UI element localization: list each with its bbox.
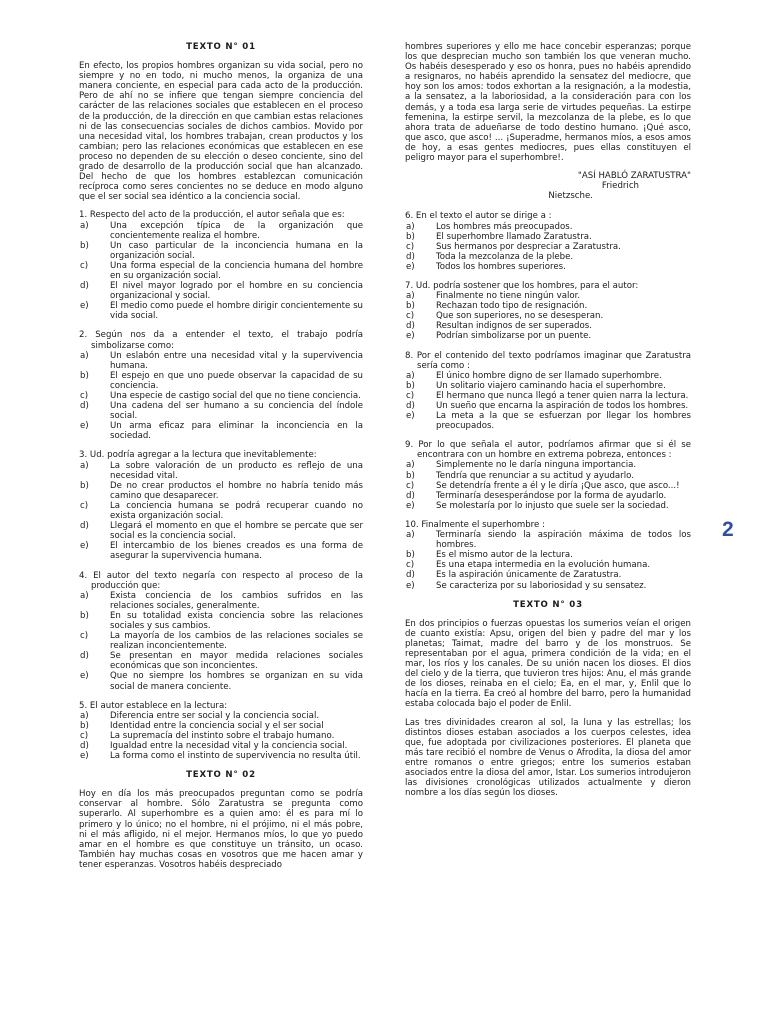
answer-option xyxy=(79,351,363,371)
option-text: Es el mismo autor de la lectura. xyxy=(436,550,573,561)
answer-option xyxy=(405,491,691,501)
answer-option xyxy=(79,371,363,391)
option-letter: e) xyxy=(406,261,415,272)
question-stem: 6. En el texto el autor se dirige a : xyxy=(405,211,552,222)
answer-option xyxy=(79,671,363,691)
right-column xyxy=(405,42,691,806)
option-letter: e) xyxy=(406,580,415,591)
left-column xyxy=(79,42,363,878)
answer-option xyxy=(79,481,363,501)
option-letter: b) xyxy=(406,301,415,312)
option-text: Rechazan todo tipo de resignación. xyxy=(436,301,588,312)
option-text: La supremacía del instinto sobre el trabajo humano. xyxy=(110,730,335,741)
option-letter: a) xyxy=(406,221,415,232)
option-text: Se detendría frente a él y le diría ¡Que asco, que asco...! xyxy=(436,480,680,491)
page-number: 2 xyxy=(722,518,734,541)
option-letter: b) xyxy=(80,610,89,621)
option-text: Podrían simbolizarse por un puente. xyxy=(436,331,592,342)
question xyxy=(79,450,363,561)
option-text: Que son superiores, no se desesperan. xyxy=(436,311,604,322)
texto-01-paragraph: En efecto, los propios hombres organizan su vida social, pero no siempre y no en todo, ni mucho menos, la organiza de una manera conciente, en especial para cada acto de la producción. Pero de ahí no se infiere que tengan siempre conciencia del carácter de las relaciones sociales que establecen en el proceso de la producción, de la dirección en que cambian estas relaciones ni de las consecuencias sociales de dichos cambios. Movido por una necesidad vital, los hombres trabajan, crean productos y los cambian; pero las relaciones económicas que establecen en ese proceso no dependen de su elección o deseo conciente, sino del grado de desarrollo de la producción social que han alcanzado. Del hecho de que los hombres establezcan comunicación recíproca como seres concientes no se deduce en modo alguno que el ser social sea idéntico a la conciencia social. xyxy=(79,61,363,203)
option-text: El espejo en que uno puede observar la capacidad de su conciencia. xyxy=(110,370,363,391)
citation-author-first: Friedrich xyxy=(601,181,639,192)
answer-option xyxy=(79,281,363,301)
option-letter: e) xyxy=(80,671,89,682)
citation-title: "ASÍ HABLÓ ZARATUSTRA" xyxy=(577,171,691,182)
option-text: Una especie de castigo social del que no tiene conciencia. xyxy=(110,391,361,401)
answer-option xyxy=(405,321,691,331)
option-text: Identidad entre la conciencia social y el ser social xyxy=(110,720,324,731)
option-letter: d) xyxy=(80,281,89,292)
option-letter: c) xyxy=(406,560,415,571)
option-letter: c) xyxy=(80,730,89,741)
option-letter: b) xyxy=(406,380,415,391)
question xyxy=(79,571,363,692)
option-text: El medio como puede el hombre dirigir concientemente su vida social. xyxy=(110,301,363,322)
option-text: La conciencia humana se podrá recuperar cuando no exista organización social. xyxy=(110,500,363,522)
answer-option xyxy=(405,391,691,401)
option-letter: b) xyxy=(406,470,415,481)
answer-option xyxy=(405,401,691,411)
texto-02-paragraph-continued: hombres superiores y ello me hace concebir esperanzas; porque los que desprecian mucho son también los que veneran mucho. Os habéis desesperado y eso os honra, pues no habéis aprendido a resignaros, no habéis aprendido la sensatez del mediocre, que hoy son los amos: todos exhortan a la resignación, a la modestia, a la sensatez, a la laboriosidad, a la consideración para con los demás, y a toda esa larga serie de virtudes pequeñas. La estirpe femenina, la estirpe servil, la mezcolanza de la plebe, es lo que ahora trata de adueñarse de todo destino humano. ¡Qué asco, que asco, que asco! ... ¡Superadme, hermanos míos, a esos amos de hoy, a esas gentes mediocres, pues ellas constituyen el peligro mayor para el superhombre!. xyxy=(405,42,691,164)
answer-option xyxy=(79,221,363,241)
option-letter: a) xyxy=(80,710,89,721)
texto-01-title: TEXTO N° 01 xyxy=(186,42,256,52)
option-text: En su totalidad exista conciencia sobre las relaciones sociales y sus cambios. xyxy=(110,610,363,631)
option-letter: e) xyxy=(80,301,89,312)
option-text: Un caso particular de la inconciencia humana en la organización social. xyxy=(110,240,363,261)
option-text: Llegará el momento en que el hombre se percate que ser social es la conciencia social. xyxy=(110,521,363,542)
option-text: Una forma especial de la conciencia humana del hombre en su organización social. xyxy=(110,260,363,281)
question-stem: 3. Ud. podría agregar a la lectura que inevitablemente: xyxy=(79,450,317,461)
question xyxy=(79,210,363,321)
answer-option xyxy=(79,301,363,321)
question xyxy=(79,330,363,441)
questions-right xyxy=(405,211,691,590)
option-text: El único hombre digno de ser llamado superhombre. xyxy=(436,370,662,381)
question-stem: 10. Finalmente el superhombre : xyxy=(405,519,545,530)
option-text: Finalmente no tiene ningún valor. xyxy=(436,291,581,302)
option-text: El superhombre llamado Zaratustra. xyxy=(436,231,592,242)
option-text: Se molestaría por lo injusto que suele ser la sociedad. xyxy=(436,500,669,511)
option-letter: e) xyxy=(80,541,89,552)
option-text: Se caracteriza por su laboriosidad y su sensatez. xyxy=(436,580,647,591)
option-letter: c) xyxy=(80,260,89,271)
answer-option xyxy=(79,751,363,761)
option-text: Un solitario viajero caminando hacia el superhombre. xyxy=(436,380,666,391)
question-stem: 1. Respecto del acto de la producción, el autor señala que es: xyxy=(79,210,345,221)
option-letter: d) xyxy=(406,401,415,411)
option-letter: b) xyxy=(80,720,89,731)
answer-option xyxy=(405,570,691,580)
answer-option xyxy=(405,331,691,341)
answer-option xyxy=(79,541,363,561)
option-text: Un eslabón entre una necesidad vital y la supervivencia humana. xyxy=(110,350,363,371)
texto-03-paragraph-1: En dos principios o fuerzas opuestas los sumerios veían el origen de cuanto existía: Apsu, origen del bien y padre del mar y los planetas; Taimat, madre del barro y de los monstruos. Se representaban por el agua, primera condición de la vida; en el mar, los ríos y los canales. De su unión nacen los dioses. El dios del cielo y de la tierra, que tuvieron tres hijos: Anu, el más grande de los dioses, reinaba en el cielo; Ea, en el mar, y, Enlil que lo hacía en la tierra. Ea creó al hombre del barro, pero la humanidad estaba colocada bajo el poder de Enlil. xyxy=(405,618,691,710)
option-letter: d) xyxy=(406,570,415,581)
question xyxy=(405,351,691,432)
option-letter: a) xyxy=(80,220,89,231)
answer-option xyxy=(79,521,363,541)
option-letter: b) xyxy=(80,480,89,491)
option-text: Exista conciencia de los cambios sufridos en las relaciones sociales, generalmente. xyxy=(110,590,363,611)
answer-option xyxy=(79,741,363,751)
option-text: Toda la mezcolanza de la plebe. xyxy=(436,251,574,262)
option-text: Tendría que renunciar a su actitud y ayudarlo. xyxy=(436,470,634,481)
option-text: Un sueño que encarna la aspiración de todos los hombres. xyxy=(436,401,689,411)
question-stem: 7. Ud. podría sostener que los hombres, para el autor: xyxy=(405,280,639,291)
question-stem: 2. Según nos da a entender el texto, el trabajo podría simbolizarse como: xyxy=(79,330,363,351)
answer-option xyxy=(79,721,363,731)
option-letter: c) xyxy=(406,311,415,322)
answer-option xyxy=(405,481,691,491)
option-text: Los hombres más preocupados. xyxy=(436,221,573,232)
answer-option xyxy=(405,460,691,470)
option-letter: a) xyxy=(406,530,415,541)
option-text: Es la aspiración únicamente de Zaratustra. xyxy=(436,570,622,581)
answer-option xyxy=(79,501,363,521)
answer-option xyxy=(405,581,691,591)
option-text: Se presentan en mayor medida relaciones sociales económicas que son inconcientes. xyxy=(110,651,363,672)
option-letter: a) xyxy=(80,460,89,471)
answer-option xyxy=(79,461,363,481)
option-letter: a) xyxy=(406,370,415,381)
answer-option xyxy=(405,371,691,381)
answer-option xyxy=(79,711,363,721)
option-text: Terminaría desesperándose por la forma de ayudarlo. xyxy=(436,490,667,501)
option-letter: b) xyxy=(80,240,89,251)
option-letter: a) xyxy=(406,291,415,302)
option-text: Diferencia entre ser social y la conciencia social. xyxy=(110,710,320,721)
option-letter: e) xyxy=(406,500,415,511)
texto-02-title: TEXTO N° 02 xyxy=(186,770,256,781)
answer-option xyxy=(405,291,691,301)
question xyxy=(405,211,691,272)
option-letter: c) xyxy=(406,390,415,401)
option-letter: d) xyxy=(406,251,415,262)
texto-03-title: TEXTO N° 03 xyxy=(513,599,583,610)
option-letter: d) xyxy=(80,521,89,532)
question xyxy=(405,440,691,511)
option-text: El hermano que nunca llegó a tener quien narra la lectura. xyxy=(436,390,689,401)
option-letter: d) xyxy=(406,321,415,332)
option-text: Es una etapa intermedia en la evolución humana. xyxy=(436,560,651,571)
answer-option xyxy=(405,471,691,481)
option-letter: e) xyxy=(80,421,89,432)
question xyxy=(405,520,691,591)
answer-option xyxy=(79,391,363,401)
option-letter: c) xyxy=(80,391,89,401)
option-letter: d) xyxy=(80,651,89,662)
option-letter: e) xyxy=(406,331,415,342)
option-letter: a) xyxy=(80,350,89,361)
option-letter: a) xyxy=(406,460,415,471)
answer-option xyxy=(405,222,691,232)
option-text: Un arma eficaz para eliminar la inconciencia en la sociedad. xyxy=(110,421,363,442)
question-stem: 4. El autor del texto negaría con respecto al proceso de la producción que: xyxy=(79,570,363,591)
option-text: La mayoría de los cambios de las relaciones sociales se realizan inconcientemente. xyxy=(110,631,363,652)
answer-option xyxy=(405,242,691,252)
answer-option xyxy=(405,411,691,431)
option-text: La sobre valoración de un producto es reflejo de una necesidad vital. xyxy=(110,460,363,481)
answer-option xyxy=(405,381,691,391)
answer-option xyxy=(79,731,363,741)
question xyxy=(405,281,691,342)
option-text: Sus hermanos por despreciar a Zaratustra. xyxy=(436,241,621,252)
texto-02-paragraph-start: Hoy en día los más preocupados preguntan como se podría conservar al hombre. Sólo Zaratustra se pregunta como superarlo. Al superhombre es a quien amo: él es para mí lo primero y lo único; no el hombre, ni el prójimo, ni el más pobre, ni el más afligido, ni el mejor. Hermanos míos, lo que yo puedo amar en el hombre es que constituye un tránsito, un ocaso. También hay muchas cosas en vosotros que me hacen amar y tener esperanzas. Vosotros habéis despreciado xyxy=(79,789,363,870)
answer-option xyxy=(79,421,363,441)
answer-option xyxy=(79,401,363,421)
answer-option xyxy=(79,261,363,281)
answer-option xyxy=(79,611,363,631)
option-letter: c) xyxy=(406,480,415,491)
texto-03-paragraph-2: Las tres divinidades crearon al sol, la luna y las estrellas; los distintos dioses estaban asociados a los cuerpos celestes, idea que, fue adoptada por civilizaciones posteriores. El planeta que más tare recibió el nombre de Venus o Afrodita, la diosa del amor entre romanos o entre griegos; entre los sumerios estaban asociados entre la diosa del amor, Istar. Los sumerios introdujeron las divisiones cronológicas utilizados actualmente y dieron nombre a los días según los dioses. xyxy=(405,717,691,799)
question-stem: 8. Por el contenido del texto podríamos imaginar que Zaratustra sería como : xyxy=(405,350,691,371)
question xyxy=(79,701,363,762)
questions-left xyxy=(79,210,363,761)
option-text: Resultan indignos de ser superados. xyxy=(436,321,592,332)
option-text: La meta a la que se esfuerzan por llegar los hombres preocupados. xyxy=(436,411,691,432)
answer-option xyxy=(79,241,363,261)
option-letter: c) xyxy=(80,500,89,511)
answer-option xyxy=(405,530,691,550)
answer-option xyxy=(405,501,691,511)
option-text: De no crear productos el hombre no habría tenido más camino que desaparecer. xyxy=(110,480,363,501)
answer-option xyxy=(405,262,691,272)
citation-author-last: Nietzsche. xyxy=(548,191,593,202)
answer-option xyxy=(79,631,363,651)
option-text: Que no siempre los hombres se organizan en su vida social de manera conciente. xyxy=(110,671,363,692)
option-text: Igualdad entre la necesidad vital y la conciencia social. xyxy=(110,741,348,751)
option-letter: e) xyxy=(406,411,415,422)
option-letter: b) xyxy=(406,231,415,242)
option-letter: d) xyxy=(80,741,89,751)
option-letter: d) xyxy=(406,490,415,501)
answer-option xyxy=(405,560,691,570)
answer-option xyxy=(405,232,691,242)
answer-option xyxy=(405,311,691,321)
option-letter: b) xyxy=(80,370,89,381)
option-text: Terminaría siendo la aspiración máxima de todos los hombres. xyxy=(436,530,691,551)
answer-option xyxy=(79,591,363,611)
option-text: Simplemente no le daría ninguna importancia. xyxy=(436,460,637,471)
answer-option xyxy=(405,252,691,262)
option-text: El intercambio de los bienes creados es una forma de asegurar la supervivencia humana. xyxy=(110,541,363,562)
option-letter: c) xyxy=(80,631,89,642)
option-letter: c) xyxy=(406,241,415,252)
option-text: Una cadena del ser humano a su conciencia del índole social. xyxy=(110,401,363,422)
option-text: El nivel mayor logrado por el hombre en su conciencia organizacional y social. xyxy=(110,281,363,302)
option-text: La forma como el instinto de supervivencia no resulta útil. xyxy=(110,751,361,762)
answer-option xyxy=(79,651,363,671)
question-stem: 5. El autor establece en la lectura: xyxy=(79,700,228,711)
option-letter: d) xyxy=(80,401,89,412)
option-letter: e) xyxy=(80,751,89,762)
answer-option xyxy=(405,550,691,560)
option-text: Todos los hombres superiores. xyxy=(436,261,566,272)
option-text: Una excepción típica de la organización que concientemente realiza el hombre. xyxy=(110,220,363,241)
option-letter: a) xyxy=(80,590,89,601)
citation xyxy=(405,171,691,201)
answer-option xyxy=(405,301,691,311)
option-letter: b) xyxy=(406,550,415,561)
question-stem: 9. Por lo que señala el autor, podríamos afirmar que si él se encontrara con un hombre en extrema pobreza, entonces : xyxy=(405,440,691,461)
